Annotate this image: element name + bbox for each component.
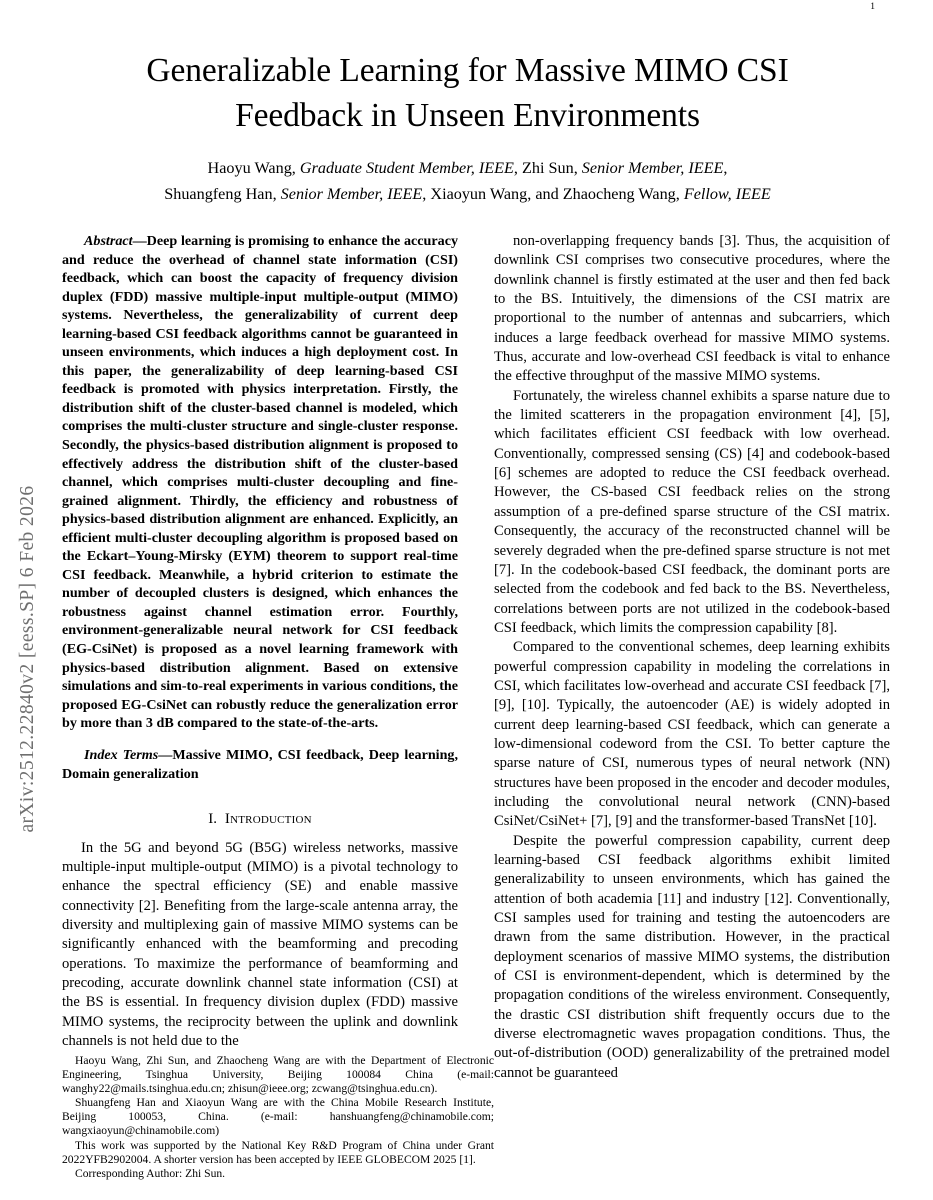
section-number: I. [208, 811, 217, 828]
index-terms-text: Massive MIMO, CSI feedback, Deep learning, Domain generalization [62, 747, 458, 782]
author-line-1 [208, 159, 728, 177]
author-names-tail: , Xiaoyun Wang, and Zhaocheng Wang, [422, 184, 684, 203]
abstract-paragraph [62, 232, 458, 733]
title-line-2: Feedback in Unseen Environments [235, 97, 700, 134]
right-column [494, 232, 890, 1083]
arxiv-identifier-stamp: arXiv:2512.22840v2 [eess.SP] 6 Feb 2026 [17, 485, 38, 833]
author-grade-1: Graduate Student Member, IEEE [299, 159, 514, 177]
section-title: Introduction [224, 811, 312, 828]
footnote-corresponding-author: Corresponding Author: Zhi Sun. [75, 1166, 226, 1180]
author-line-2 [164, 185, 771, 203]
section-heading-introduction [62, 810, 458, 829]
index-terms-dash: — [158, 747, 173, 764]
author-grade-3: Senior Member, IEEE [280, 184, 423, 203]
title-block [60, 48, 875, 207]
page-title [60, 48, 875, 138]
abstract-dash: — [132, 233, 147, 249]
footnote-affiliation-china-mobile: Shuangfeng Han and Xiaoyun Wang are with the China Mobile Research Institute, Beijing 100053, China. (e-mail: hanshuangfeng@chinamobile.com; wangxiaoyun@chinamobile.com) [62, 1096, 494, 1138]
index-terms-label: Index Terms [84, 747, 159, 764]
author-name-zhi-sun: , Zhi Sun, [513, 159, 582, 177]
author-grade-2: Senior Member, IEEE [581, 159, 724, 177]
abstract-text: Deep learning is promising to enhance the accuracy and reduce the overhead of channel state information (CSI) feedback, which can boost the capacity of frequency division duplex (FDD) massive multiple-input multiple-output (MIMO) systems. Nevertheless, the generalizability of current deep learning-based CSI feedback algorithms cannot be guaranteed in unseen environments, which induces a high deployment cost. In this paper, the generalizability of deep learning-based CSI feedback is promoted with physics interpretation. Firstly, the distribution shift of the cluster-based channel is modeled, which comprises the multi-cluster structure and single-cluster response. Secondly, the physics-based distribution alignment is proposed to effectively address the distribution shift of the cluster-based channel, which comprises multi-cluster decoupling and fine-grained alignment. Thirdly, the efficiency and robustness of physics-based distribution alignment are enhanced. Explicitly, an efficient multi-cluster decoupling algorithm is proposed based on the Eckart–Young-Mirsky (EYM) theorem to support real-time CSI feedback. Meanwhile, a hybrid criterion to estimate the number of decoupled clusters is designed, which enhances the robustness against channel estimation error. Fourthly, environment-generalizable neural network for CSI feedback (EG-CsiNet) is proposed as a novel learning framework with physics-based distribution alignment. Based on extensive simulations and sim-to-real experiments in various conditions, the proposed EG-CsiNet can robustly reduce the generalization error by more than 3 dB compared to the state-of-the-arts. [62, 233, 458, 732]
footnote-affiliation-tsinghua: Haoyu Wang, Zhi Sun, and Zhaocheng Wang are with the Department of Electronic Engineering, Tsinghua University, Beijing 100084 China (e-mail: wanghy22@mails.tsinghua.edu.cn; zhisun@ieee.org; zcwang@tsinghua.edu.cn). [62, 1054, 494, 1096]
author-list [60, 156, 875, 207]
paragraph-right-4: Despite the powerful compression capability, current deep learning-based CSI feedback algorithms exhibit limited generalizability to unseen environments, which has gained the attention of both academia [11] and industry [12]. Conventionally, CSI samples used for training and testing the autoencoders are drawn from the same distribution. However, in the practical deployment scenarios of massive MIMO systems, the distribution of CSI is environment-dependent, which is determined by the propagation conditions of the wireless environment. Consequently, the drastic CSI distribution shift frequently occurs due to the diverse electromagnetic waves propagation conditions. Thus, the out-of-distribution (OOD) generalizability of the pretrained model cannot be guaranteed [494, 832, 890, 1081]
author-grade-4: Fellow, IEEE [683, 184, 771, 203]
title-line-1: Generalizable Learning for Massive MIMO CSI [146, 52, 789, 89]
author-line-1-tail: , [723, 159, 728, 177]
footnote-block [62, 1054, 494, 1181]
paragraph-right-2: Fortunately, the wireless channel exhibits a sparse nature due to the limited scatterers in the propagation environment [4], [5], which facilitates efficient CSI feedback with low overhead. Conventionally, compressed sensing (CS) [4] and codebook-based [6] schemes are adopted to reduce the CSI feedback overhead. However, the CS-based CSI feedback relies on the strong assumption of a pre-defined sparse structure of the CSI matrix. Consequently, the accuracy of the reconstructed channel will be severely degraded when the pre-defined sparse structure is not met [7]. In the codebook-based CSI feedback, the dominant ports are selected from the codebook and fed back to the BS. Nevertheless, correlations between ports are not utilized in the codebook-based CSI feedback, which limits the compression capability [8]. [494, 387, 890, 636]
author-name-haoyu-wang: Haoyu Wang, [207, 159, 300, 177]
paragraph-right-3: Compared to the conventional schemes, deep learning exhibits powerful compression capability in modeling the correlations in CSI, which facilitates low-overhead and accurate CSI feedback [7], [9], [10]. Typically, the autoencoder (AE) is widely adopted in current deep learning-based CSI feedback, which can generate a low-dimensional codeword from the CSI. To better capture the sparse nature of CSI, numerous types of neural network (NN) structures have been proposed in the encoder and decoder modules, including the convolutional neural network (CNN)-based CsiNet/CsiNet+ [7], [9] and the transformer-based TransNet [10]. [494, 639, 890, 830]
author-name-shuangfeng-han: Shuangfeng Han, [164, 184, 281, 203]
index-terms-paragraph [62, 746, 458, 783]
abstract-label: Abstract [84, 233, 133, 249]
paragraph-right-1: non-overlapping frequency bands [3]. Thus, the acquisition of downlink CSI comprises two consecutive procedures, where the downlink channel is firstly estimated at the user and then fed back to the BS. Intuitively, the dimensions of the CSI matrix are proportional to the number of antennas and subcarriers, which induces a large feedback overhead for massive MIMO systems. Thus, accurate and low-overhead CSI feedback is vital to enhance the effective throughput of the massive MIMO systems. [494, 233, 890, 385]
left-column [62, 232, 458, 1051]
paragraph-intro-1: In the 5G and beyond 5G (B5G) wireless networks, massive multiple-input multiple-output (MIMO) is a pivotal technology to enhance the spectral efficiency (SE) and enable massive connectivity [2]. Benefiting from the large-scale antenna array, the diversity and multiplexing gain of massive MIMO systems can be significantly enhanced with the beamforming and precoding operations. To maximize the performance of beamforming and precoding, accurate downlink channel state information (CSI) at the BS is essential. In frequency division duplex (FDD) massive MIMO systems, the reciprocity between the uplink and downlink channels is not held due to the [62, 839, 458, 1050]
page-number: 1 [870, 2, 875, 12]
footnote-funding: This work was supported by the National Key R&D Program of China under Grant 2022YFB2902004. A shorter version has been accepted by IEEE GLOBECOM 2025 [1]. [62, 1138, 494, 1166]
